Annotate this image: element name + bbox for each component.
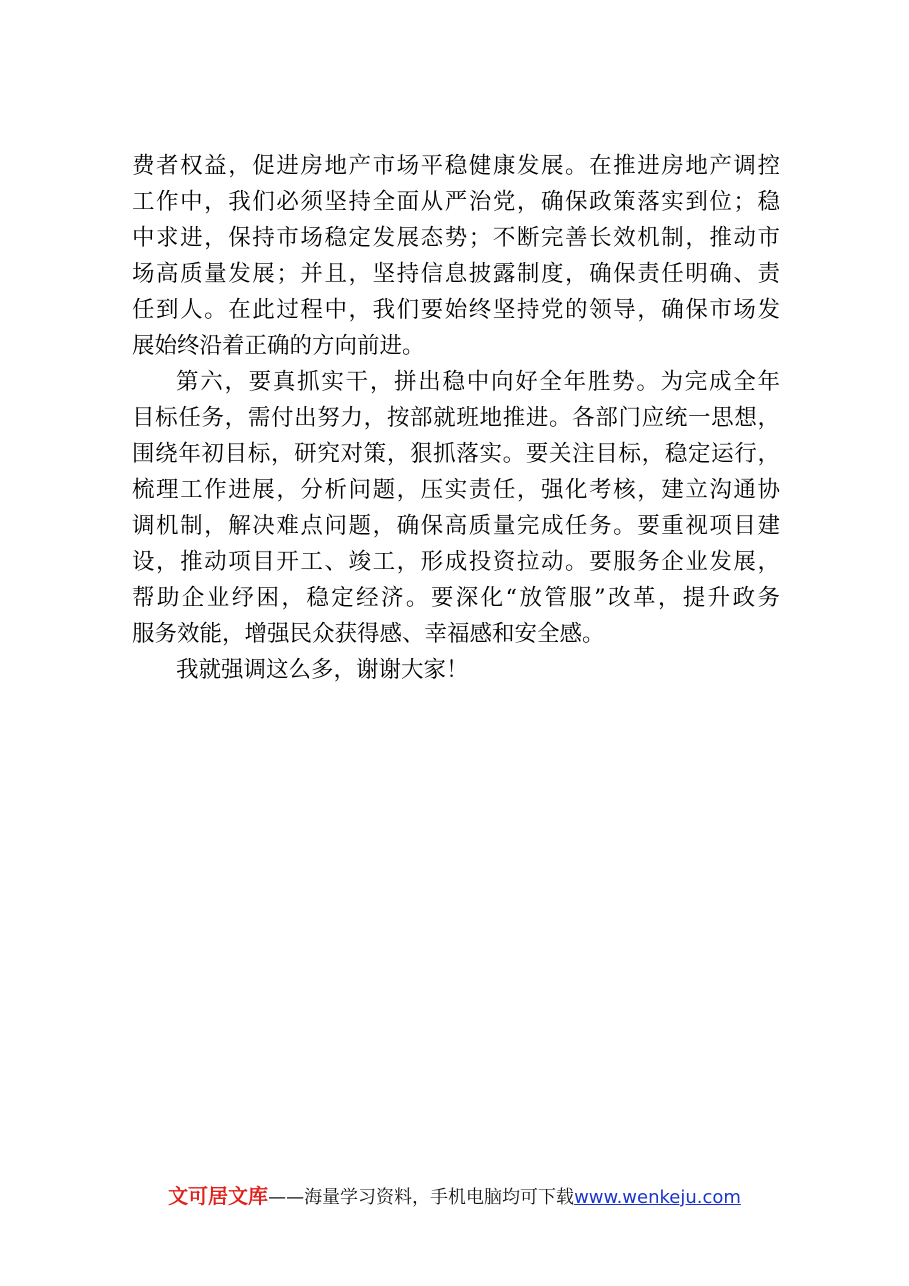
footer-link[interactable]: www.wenkeju.com [574, 1187, 741, 1208]
text-line: 展始终沿着正确的方向前进。 [132, 333, 425, 359]
paragraph-start-line: 第六，要真抓实干，拼出稳中向好全年胜势。为完成全年 [176, 369, 780, 395]
document-body [132, 148, 780, 688]
text-line: 场高质量发展；并且，坚持信息披露制度，确保责任明确、责 [132, 261, 780, 287]
text-line: 费者权益，促进房地产市场平稳健康发展。在推进房地产调控 [132, 153, 780, 179]
text-line: 梳理工作进展，分析问题，压实责任，强化考核，建立沟通协 [132, 477, 780, 503]
text-line: 设，推动项目开工、竣工，形成投资拉动。要服务企业发展， [132, 549, 780, 575]
closing-line: 我就强调这么多，谢谢大家！ [176, 657, 469, 683]
text-line: 中求进，保持市场稳定发展态势；不断完善长效机制，推动市 [132, 225, 780, 251]
text-line: 围绕年初目标，研究对策，狠抓落实。要关注目标，稳定运行， [132, 441, 780, 467]
footer-banner [0, 1182, 909, 1212]
footer-brand: 文可居文库 [168, 1184, 269, 1208]
footer-tagline: ——海量学习资料，手机电脑均可下载 [268, 1187, 575, 1208]
text-line: 目标任务，需付出努力，按部就班地推进。各部门应统一思想， [132, 405, 780, 431]
text-line: 任到人。在此过程中，我们要始终坚持党的领导，确保市场发 [132, 297, 780, 323]
text-line: 调机制，解决难点问题，确保高质量完成任务。要重视项目建 [132, 513, 780, 539]
text-line: 工作中，我们必须坚持全面从严治党，确保政策落实到位；稳 [132, 189, 780, 215]
text-line: 帮助企业纾困，稳定经济。要深化“放管服”改革，提升政务 [132, 585, 780, 611]
text-line: 服务效能，增强民众获得感、幸福感和安全感。 [132, 621, 605, 647]
